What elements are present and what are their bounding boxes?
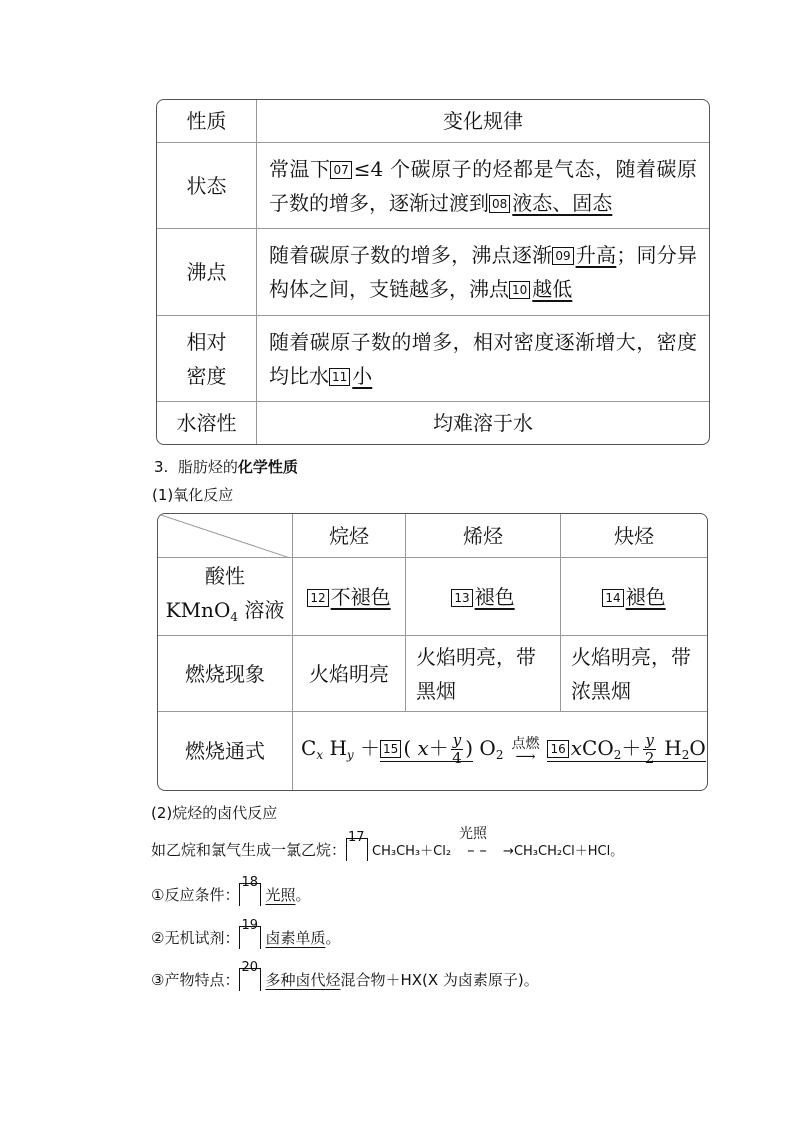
row-combustion-label: 燃烧现象 bbox=[158, 636, 293, 712]
diagonal-line bbox=[158, 514, 290, 558]
oxidation-table bbox=[157, 513, 708, 791]
row-boiling-label: 沸点 bbox=[157, 229, 257, 316]
row-density-text: 随着碳原子数的增多，相对密度逐渐增大，密度均比水 11 小 bbox=[257, 316, 709, 402]
subheading-oxidation: (1)氧化反应 bbox=[152, 486, 234, 504]
row-density-label: 相对 密度 bbox=[157, 316, 257, 402]
header-rule: 变化规律 bbox=[257, 100, 709, 143]
subheading-halogenation: (2)烷烃的卤代反应 bbox=[151, 804, 278, 822]
row-formula-label: 燃烧通式 bbox=[158, 712, 293, 790]
row-state-text: 常温下 07 ≤4 个碳原子的烃都是气态，随着碳原子数的增多，逐渐过渡到 08 液态、固态 bbox=[257, 143, 709, 229]
properties-table bbox=[156, 99, 710, 445]
item-inorganic-reagent: ②无机试剂： 19 卤素单质。 bbox=[151, 918, 341, 947]
header-alkane: 烷烃 bbox=[293, 514, 406, 558]
row-solubility-text: 均难溶于水 bbox=[433, 411, 533, 435]
row-state-label: 状态 bbox=[157, 143, 257, 229]
kmno4-alkane: 12 不褪色 bbox=[293, 558, 406, 636]
section-heading: 3. 脂肪烃的化学性质 bbox=[154, 458, 298, 476]
item-product-feature: ③产物特点： 20 多种卤代烃混合物＋HX(X 为卤素原子)。 bbox=[151, 960, 539, 989]
row-kmno4-label: 酸性 KMnO$_4$ 溶液 bbox=[158, 558, 293, 636]
row-solubility-label: 水溶性 bbox=[157, 402, 257, 444]
combustion-alkane: 火焰明亮 bbox=[293, 636, 406, 712]
combustion-alkyne: 火焰明亮，带浓黑烟 bbox=[561, 636, 707, 712]
kmno4-alkene: 13 褪色 bbox=[406, 558, 561, 636]
row-boiling-text: 随着碳原子数的增多，沸点逐渐 09 升高；同分异构体之间，支链越多，沸点 10 越低 bbox=[257, 229, 709, 316]
combustion-alkene: 火焰明亮，带黑烟 bbox=[406, 636, 561, 712]
header-alkene: 烯烃 bbox=[406, 514, 561, 558]
blank-17: 17 bbox=[346, 838, 368, 861]
ethane-example-line: 如乙烷和氯气生成一氯乙烷： 17 CH₃CH₃＋Cl₂ 光照 – – →CH₃CH₂Cl＋HCl。 bbox=[151, 826, 624, 859]
kmno4-alkyne: 14 褪色 bbox=[561, 558, 707, 636]
header-alkyne: 炔烃 bbox=[561, 514, 707, 558]
combustion-general-formula: $C_x$ $H_y + 15$ ( x＋ $\frac{y}{4}$ ) $O_2$ 点燃 ⟶ 16 xCO$_2$＋ $\frac{y}{2}$ $H_2O$ bbox=[301, 730, 706, 767]
item-reaction-condition: ①反应条件： 18 光照。 bbox=[151, 875, 311, 904]
diagonal-corner-cell bbox=[158, 514, 293, 558]
header-property: 性质 bbox=[157, 100, 257, 143]
